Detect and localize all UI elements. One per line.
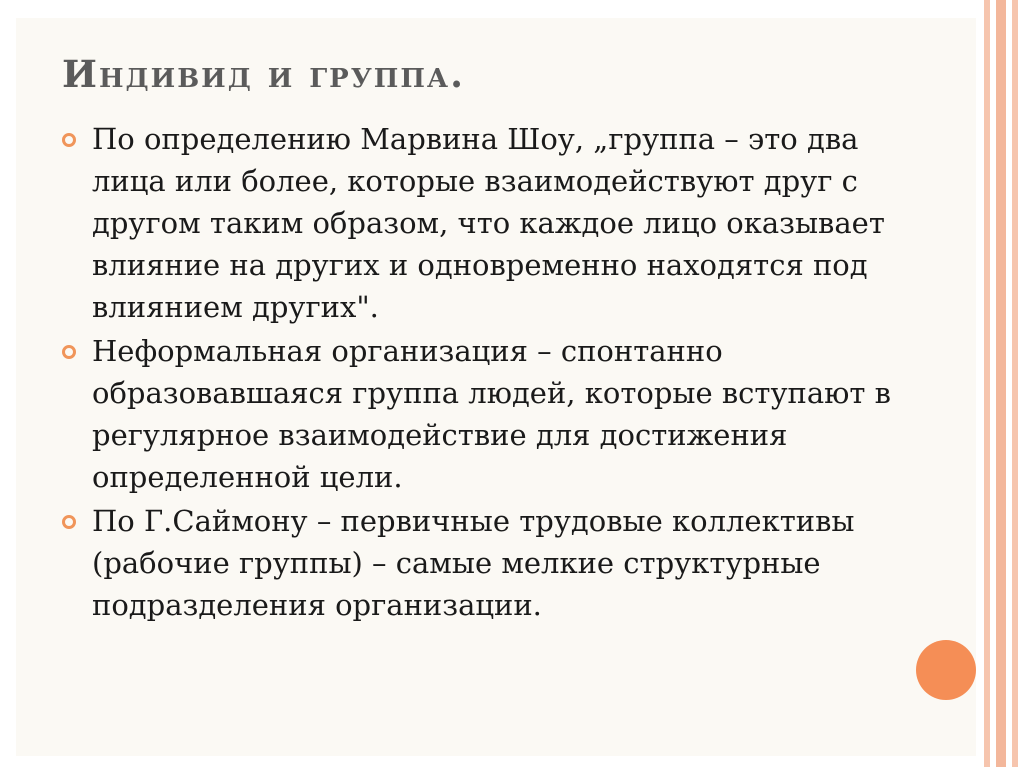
bullet-text: Неформальная организация – спонтанно образовавшаяся группа людей, которые вступают в регулярное взаимодействие для достижения определенной цели. <box>92 334 891 494</box>
ring-bullet-icon <box>62 133 76 147</box>
bullet-item <box>62 330 892 498</box>
bullet-text: По определению Марвина Шоу, „группа – это два лица или более, которые взаимодействуют друг с другом таким образом, что каждое лицо оказывает влияние на других и одновременно находятся под влиянием других". <box>92 122 885 324</box>
ring-bullet-icon <box>62 345 76 359</box>
decorative-circle <box>916 640 976 700</box>
bullet-item <box>62 500 892 626</box>
bullet-text: По Г.Саймону – первичные трудовые коллективы (рабочие группы) – самые мелкие структурные подразделения организации. <box>92 504 855 622</box>
slide-title: Индивид и группа. <box>62 52 465 96</box>
ring-bullet-icon <box>62 515 76 529</box>
decorative-stripes <box>978 0 1024 767</box>
bullet-item <box>62 118 892 328</box>
bullet-list <box>62 118 892 628</box>
